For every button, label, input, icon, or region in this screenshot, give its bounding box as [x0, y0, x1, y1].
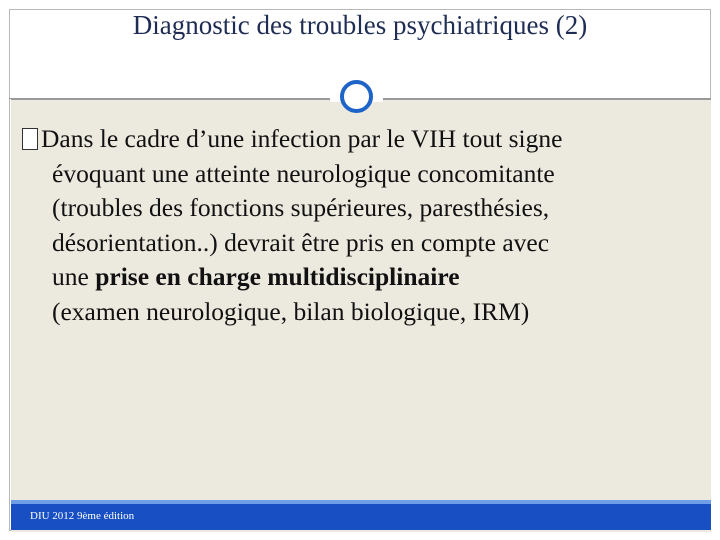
bullet-line-6: (examen neurologique, bilan biologique, IRM): [52, 296, 530, 326]
footer-text: DIU 2012 9ème édition: [30, 510, 135, 522]
bullet-line-1: Dans le cadre d’une infection par le VIH tout signe: [41, 124, 563, 153]
bullet-line-4: désorientation..) devrait être pris en compte avec: [52, 227, 550, 257]
decorative-circle-icon: [340, 80, 373, 113]
line5-prefix: une: [52, 262, 96, 292]
bullet-line-2: évoquant une atteinte neurologique concomitante: [52, 158, 555, 188]
emphasis-text: prise en charge multidisciplinaire: [95, 262, 460, 292]
bullet-line-3: (troubles des fonctions supérieures, paresthésies,: [52, 193, 550, 223]
checkbox-bullet-icon: [22, 128, 38, 150]
footer-bar-highlight: [11, 500, 711, 504]
bullet-line-5: [22, 260, 692, 295]
bullet-text-block: [22, 122, 692, 330]
bullet-item: [22, 122, 692, 157]
slide-title: Diagnostic des troubles psychiatriques (2): [132, 10, 588, 40]
